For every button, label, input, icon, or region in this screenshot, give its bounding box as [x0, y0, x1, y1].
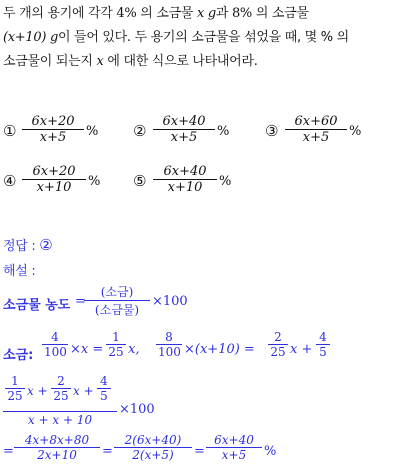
final-fraction-2 [114, 433, 192, 462]
question-text: 소금물이 되는지 [3, 54, 97, 69]
x-grams: x g [196, 6, 216, 21]
choice-1-number[interactable]: ① [3, 122, 17, 140]
numerator: 4 [100, 374, 108, 388]
denominator: x+5 [221, 448, 247, 462]
choice-3-denominator: x+5 [302, 130, 330, 145]
denominator: 25 [270, 345, 286, 359]
fraction-4-100 [42, 330, 68, 359]
equals-sign: = [194, 444, 205, 459]
concentration-label: 소금물 농도 [3, 298, 71, 313]
fraction-1-25 [106, 330, 126, 359]
choice-4-denominator: x+10 [36, 180, 72, 195]
choice-1-denominator: x+5 [39, 130, 67, 145]
equals-sign: = [102, 444, 113, 459]
denominator: 100 [44, 345, 67, 359]
numerator: 4x+8x+80 [24, 433, 90, 447]
salt-label: 소금: [3, 348, 34, 363]
fraction-1-25 [5, 374, 25, 403]
final-fraction-3 [206, 433, 262, 462]
question-text: 에 대한 식으로 나타내어라. [103, 54, 258, 69]
answer-value: ② [39, 236, 53, 254]
variable-x: x [96, 54, 104, 69]
question-text: 이 들어 있다. 두 용기의 소금물을 섞었을 때, 몇 % 의 [57, 30, 349, 45]
numerator: 1 [11, 374, 19, 388]
choice-4-fraction [22, 164, 86, 195]
answer-line [3, 235, 52, 254]
choice-5-number[interactable]: ⑤ [133, 172, 147, 190]
x-plus: x + [27, 384, 48, 398]
concentration-denominator: (소금물) [94, 303, 140, 317]
x-plus-10-grams: (x+10) g [3, 30, 58, 45]
equals-sign: = [3, 444, 14, 459]
question-line-1 [3, 2, 309, 21]
choice-2-denominator: x+5 [170, 130, 198, 145]
fraction-8-100 [156, 330, 182, 359]
numerator: 2 [274, 330, 282, 344]
times-x-plus-10-equals: ×(x+10) = [184, 342, 255, 357]
numerator: 4 [319, 330, 327, 344]
denominator: 5 [319, 345, 327, 359]
main-fraction-bar [3, 411, 117, 412]
times-100: ×100 [152, 294, 188, 309]
explanation-label: 해설 : [3, 264, 36, 279]
x-plus: x + [290, 342, 313, 357]
numerator: 1 [112, 330, 120, 344]
percent-unit: % [264, 444, 277, 459]
choice-4-unit: % [88, 174, 101, 189]
fraction-2-25 [268, 330, 288, 359]
x-plus: x + [73, 384, 94, 398]
choice-3-unit: % [349, 124, 362, 139]
choice-2-unit: % [217, 124, 230, 139]
choice-4-numerator: 6x+20 [32, 164, 76, 179]
denominator: 25 [53, 389, 69, 403]
concentration-numerator: (소금) [100, 285, 134, 299]
concentration-fraction [84, 283, 150, 318]
choice-5-fraction [153, 164, 217, 195]
choice-4-number[interactable]: ④ [3, 172, 17, 190]
question-text: 과 [215, 6, 232, 21]
percent-4: 4% [116, 6, 137, 21]
choice-5-numerator: 6x+40 [163, 164, 207, 179]
choice-5-unit: % [219, 174, 232, 189]
denominator: 25 [7, 389, 23, 403]
question-line-3 [3, 50, 258, 69]
equals-sign: = [75, 294, 86, 309]
denominator: 25 [108, 345, 124, 359]
numerator: 8 [165, 330, 173, 344]
question-text: 의 소금물 [251, 6, 309, 21]
fraction-4-5 [316, 330, 330, 359]
denominator: 100 [158, 345, 181, 359]
denominator: 5 [100, 389, 108, 403]
choice-1-fraction [22, 114, 84, 145]
choice-5-denominator: x+10 [167, 180, 203, 195]
choice-3-number[interactable]: ③ [265, 122, 279, 140]
choice-3-fraction [285, 114, 347, 145]
x-comma: x, [128, 342, 140, 357]
numerator: 2(6x+40) [124, 433, 182, 447]
denominator: 2(x+5) [132, 448, 174, 462]
question-line-2 [3, 26, 349, 45]
compound-denominator: x + x + 10 [27, 413, 93, 427]
choice-2-numerator: 6x+40 [162, 114, 206, 129]
denominator: 2x+10 [37, 448, 77, 462]
percent-8: 8% [231, 6, 252, 21]
compound-fraction [3, 374, 117, 430]
final-fraction-1 [14, 433, 100, 462]
fraction-2-25 [51, 374, 71, 403]
times-x-equals: ×x = [70, 342, 104, 357]
question-text: 두 개의 용기에 각각 [3, 6, 117, 21]
numerator: 4 [51, 330, 59, 344]
answer-label: 정답 : [3, 239, 40, 254]
choice-1-unit: % [86, 124, 99, 139]
choice-2-number[interactable]: ② [133, 122, 147, 140]
choice-2-fraction [153, 114, 215, 145]
question-text: 의 소금물 [136, 6, 197, 21]
fraction-4-5 [97, 374, 111, 403]
numerator: 6x+40 [214, 433, 254, 447]
choice-3-numerator: 6x+60 [294, 114, 338, 129]
choice-1-numerator: 6x+20 [31, 114, 75, 129]
numerator: 2 [57, 374, 65, 388]
times-100: ×100 [119, 402, 155, 417]
